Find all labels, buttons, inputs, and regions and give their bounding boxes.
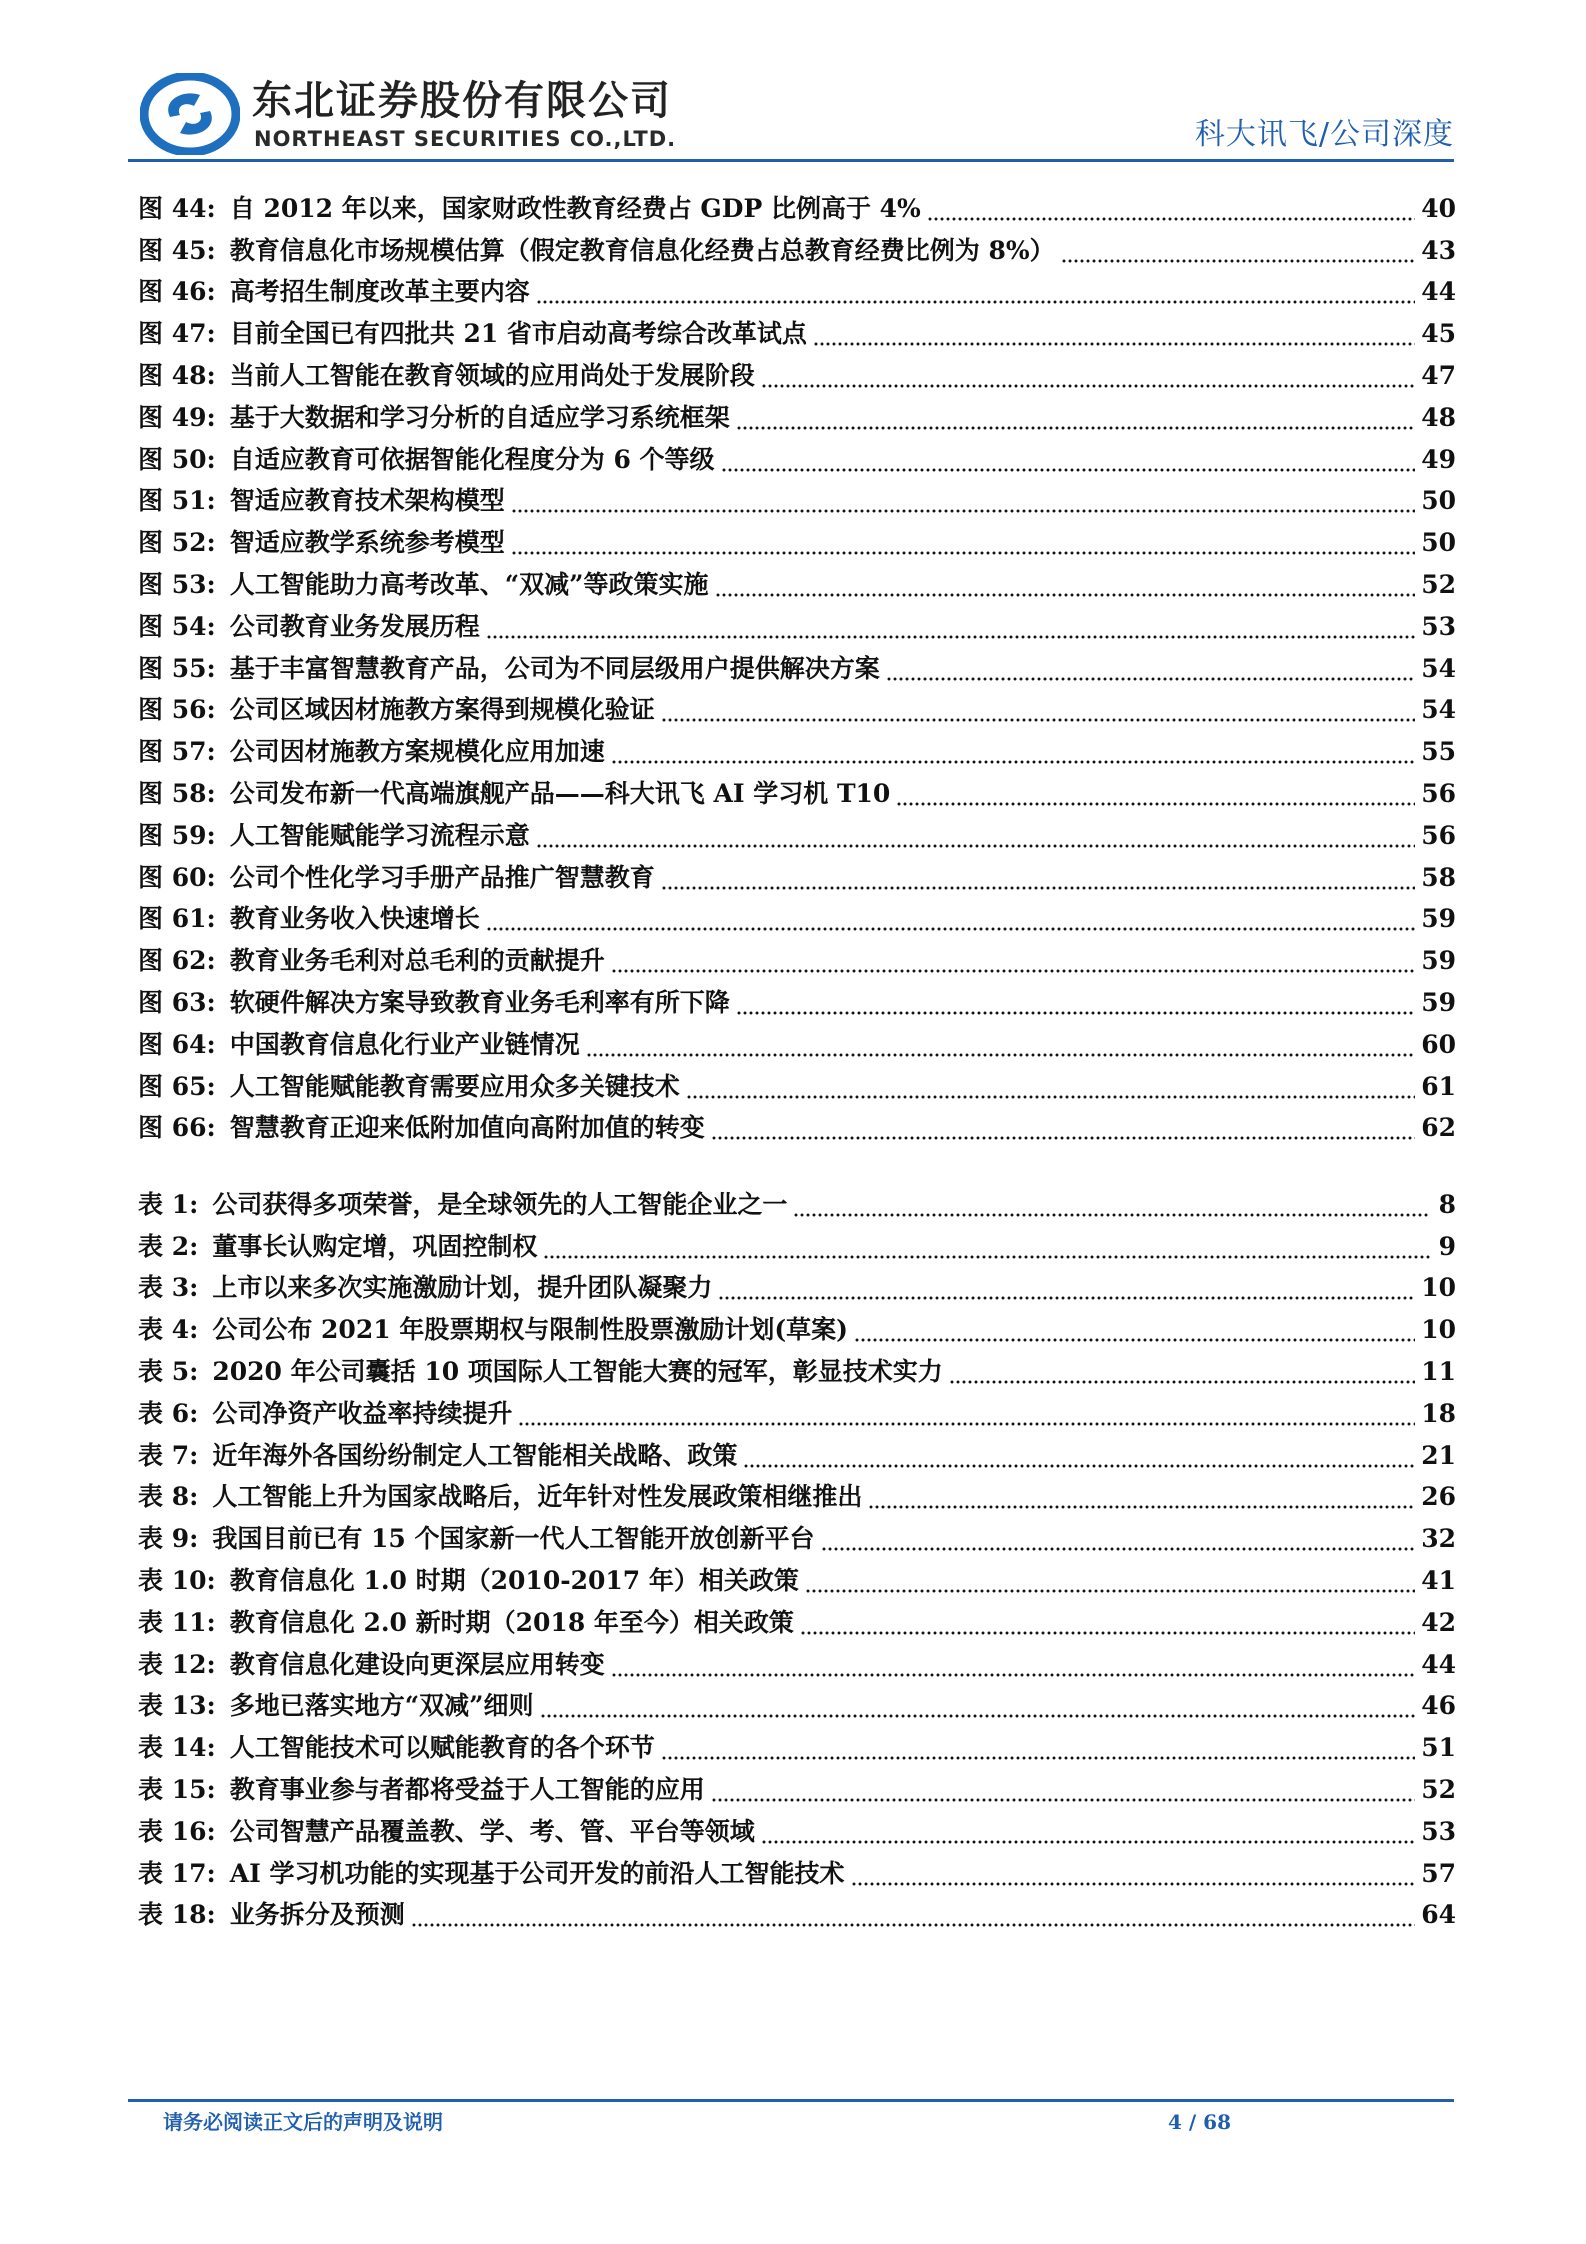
entry-title: 教育业务毛利对总毛利的贡献提升 [229,946,605,976]
entry-title: 智慧教育正迎来低附加值向高附加值的转变 [229,1113,705,1143]
entry-label: 表 9: [138,1524,199,1554]
entry-page-number: 9 [1438,1231,1456,1261]
table-entry[interactable] [138,1644,1456,1686]
entry-page-number: 41 [1421,1566,1456,1596]
table-entry[interactable] [138,1602,1456,1644]
entry-label: 图 52: [138,528,216,558]
entry-label: 表 4: [138,1315,199,1345]
figure-entry[interactable] [138,313,1456,355]
northeast-securities-logo-icon [140,73,240,155]
dot-leader [536,821,1415,851]
dot-leader [761,361,1415,391]
entry-label: 图 54: [138,611,216,641]
entry-page-number: 8 [1438,1189,1456,1219]
entry-label: 表 11: [138,1607,216,1637]
entry-label: 图 55: [138,653,216,683]
entry-label: 图 62: [138,946,216,976]
entry-title: 2020 年公司囊括 10 项国际人工智能大赛的冠军，彰显技术实力 [212,1357,943,1387]
entry-title: 智适应教育技术架构模型 [229,486,505,516]
dot-leader [927,194,1415,224]
dot-leader [1061,236,1416,266]
entry-page-number: 61 [1421,1071,1456,1101]
entry-title: 公司公布 2021 年股票期权与限制性股票激励计划(草案) [212,1315,848,1345]
figure-entry[interactable] [138,397,1456,439]
table-entry[interactable] [138,1560,1456,1602]
entry-label: 图 49: [138,402,216,432]
dot-leader [536,277,1415,307]
table-entry[interactable] [138,1184,1456,1226]
entry-label: 表 17: [138,1858,216,1888]
entry-page-number: 32 [1421,1524,1456,1554]
table-entry[interactable] [138,1686,1456,1728]
dot-leader [736,988,1415,1018]
entry-title: 智适应教学系统参考模型 [229,528,505,558]
table-entry[interactable] [138,1268,1456,1310]
entry-title: 人工智能助力高考改革、“双减”等政策实施 [229,570,709,600]
entry-title: 目前全国已有四批共 21 省市启动高考综合改革试点 [229,319,807,349]
brand-name-cn: 东北证券股份有限公司 [252,78,672,124]
entry-title: 教育信息化 2.0 新时期（2018 年至今）相关政策 [229,1607,794,1637]
figure-entry[interactable] [138,773,1456,815]
entry-title: 基于大数据和学习分析的自适应学习系统框架 [229,402,730,432]
entry-label: 图 48: [138,361,216,391]
entry-label: 表 12: [138,1649,216,1679]
brand-name-en: NORTHEAST SECURITIES CO.,LTD. [254,127,677,151]
entry-label: 表 3: [138,1273,199,1303]
figure-entry[interactable] [138,355,1456,397]
entry-page-number: 57 [1421,1858,1456,1888]
entry-page-number: 45 [1421,319,1456,349]
figure-index [138,188,1456,1149]
entry-page-number: 54 [1421,695,1456,725]
entry-title: 教育业务收入快速增长 [229,904,480,934]
entry-page-number: 54 [1421,653,1456,683]
figure-entry[interactable] [138,188,1456,230]
entry-label: 表 14: [138,1733,216,1763]
entry-label: 表 18: [138,1900,216,1930]
entry-title: 基于丰富智慧教育产品，公司为不同层级用户提供解决方案 [229,653,880,683]
figure-entry[interactable] [138,815,1456,857]
entry-page-number: 60 [1421,1029,1456,1059]
table-entry[interactable] [138,1727,1456,1769]
dot-leader [743,1441,1415,1471]
dot-leader [711,1775,1415,1805]
dot-leader [611,1650,1415,1680]
figure-entry[interactable] [138,982,1456,1024]
figure-entry[interactable] [138,648,1456,690]
dot-leader [715,570,1416,600]
entry-label: 图 60: [138,862,216,892]
entry-page-number: 21 [1421,1440,1456,1470]
dot-leader [486,612,1415,642]
entry-label: 图 44: [138,193,216,223]
entry-page-number: 44 [1421,277,1456,307]
entry-title: 业务拆分及预测 [229,1900,405,1930]
entry-label: 图 56: [138,695,216,725]
entry-title: 近年海外各国纷纷制定人工智能相关战略、政策 [212,1440,738,1470]
entry-label: 图 66: [138,1113,216,1143]
entry-label: 图 63: [138,988,216,1018]
table-entry[interactable] [138,1811,1456,1853]
dot-leader [511,528,1415,558]
entry-page-number: 26 [1421,1482,1456,1512]
dot-leader [661,863,1415,893]
entry-title: 教育信息化建设向更深层应用转变 [229,1649,605,1679]
dot-leader [868,1482,1415,1512]
entry-label: 表 8: [138,1482,199,1512]
entry-title: 自 2012 年以来，国家财政性教育经费占 GDP 比例高于 4% [229,193,921,223]
entry-title: 教育信息化 1.0 时期（2010-2017 年）相关政策 [229,1566,799,1596]
dot-leader [949,1357,1415,1387]
dot-leader [611,946,1415,976]
dot-leader [661,1733,1415,1763]
entry-page-number: 10 [1421,1315,1456,1345]
entry-label: 表 7: [138,1440,199,1470]
entry-page-number: 46 [1421,1691,1456,1721]
entry-title: 公司净资产收益率持续提升 [212,1398,513,1428]
entry-label: 图 58: [138,779,216,809]
dot-leader [805,1566,1415,1596]
entry-title: 公司获得多项荣誉，是全球领先的人工智能企业之一 [212,1189,788,1219]
table-entry[interactable] [138,1518,1456,1560]
entry-label: 图 57: [138,737,216,767]
entry-label: 图 45: [138,235,216,265]
entry-page-number: 51 [1421,1733,1456,1763]
entry-title: 自适应教育可依据智能化程度分为 6 个等级 [229,444,715,474]
dot-leader [611,737,1415,767]
dot-leader [736,403,1415,433]
table-entry[interactable] [138,1477,1456,1519]
entry-title: 人工智能赋能学习流程示意 [229,820,530,850]
entry-page-number: 43 [1421,235,1456,265]
entry-page-number: 50 [1421,486,1456,516]
entry-title: 人工智能上升为国家战略后，近年针对性发展政策相继推出 [212,1482,863,1512]
dot-leader [486,904,1415,934]
entry-page-number: 52 [1421,570,1456,600]
entry-title: 公司智慧产品覆盖教、学、考、管、平台等领域 [229,1816,755,1846]
entry-title: 上市以来多次实施激励计划，提升团队凝聚力 [212,1273,713,1303]
entry-label: 图 65: [138,1071,216,1101]
entry-title: 董事长认购定增，巩固控制权 [212,1231,538,1261]
entry-label: 图 59: [138,820,216,850]
entry-title: 中国教育信息化行业产业链情况 [229,1029,580,1059]
entry-page-number: 47 [1421,361,1456,391]
table-entry[interactable] [138,1895,1456,1937]
figure-entry[interactable] [138,1108,1456,1150]
entry-label: 图 61: [138,904,216,934]
figure-entry[interactable] [138,481,1456,523]
dot-leader [540,1691,1416,1721]
entry-label: 图 50: [138,444,216,474]
entry-title: 我国目前已有 15 个国家新一代人工智能开放创新平台 [212,1524,815,1554]
entry-page-number: 40 [1421,193,1456,223]
dot-leader [518,1399,1415,1429]
entry-title: AI 学习机功能的实现基于公司开发的前沿人工智能技术 [229,1858,845,1888]
entry-label: 图 53: [138,570,216,600]
figure-entry[interactable] [138,606,1456,648]
dot-leader [718,1273,1415,1303]
dot-leader [813,319,1415,349]
dot-leader [821,1524,1416,1554]
entry-page-number: 44 [1421,1649,1456,1679]
table-entry[interactable] [138,1769,1456,1811]
entry-title: 多地已落实地方“双减”细则 [229,1691,534,1721]
dot-leader [711,1113,1415,1143]
figure-entry[interactable] [138,272,1456,314]
entry-title: 人工智能赋能教育需要应用众多关键技术 [229,1071,680,1101]
entry-label: 表 1: [138,1189,199,1219]
table-entry[interactable] [138,1853,1456,1895]
entry-label: 表 13: [138,1691,216,1721]
entry-page-number: 56 [1421,820,1456,850]
entry-label: 图 51: [138,486,216,516]
table-entry[interactable] [138,1309,1456,1351]
entry-title: 公司因材施教方案规模化应用加速 [229,737,605,767]
entry-label: 表 6: [138,1398,199,1428]
dot-leader [511,486,1415,516]
entry-page-number: 56 [1421,779,1456,809]
entry-page-number: 18 [1421,1398,1456,1428]
entry-page-number: 50 [1421,528,1456,558]
figure-entry[interactable] [138,731,1456,773]
entry-label: 图 64: [138,1029,216,1059]
entry-page-number: 62 [1421,1113,1456,1143]
entry-label: 表 10: [138,1566,216,1596]
figure-entry[interactable] [138,899,1456,941]
entry-title: 软硬件解决方案导致教育业务毛利率有所下降 [229,988,730,1018]
entry-page-number: 48 [1421,402,1456,432]
table-entry[interactable] [138,1435,1456,1477]
dot-leader [661,695,1415,725]
page-indicator: 4 / 68 [1168,2110,1231,2134]
entry-title: 教育事业参与者都将受益于人工智能的应用 [229,1775,705,1805]
dot-leader [896,779,1415,809]
entry-label: 表 2: [138,1231,199,1261]
entry-title: 公司区域因材施教方案得到规模化验证 [229,695,655,725]
figure-entry[interactable] [138,857,1456,899]
entry-title: 公司教育业务发展历程 [229,611,480,641]
dot-leader [886,654,1415,684]
entry-title: 公司个性化学习手册产品推广智慧教育 [229,862,655,892]
figure-entry[interactable] [138,564,1456,606]
entry-title: 公司发布新一代高端旗舰产品——科大讯飞 AI 学习机 T10 [229,779,891,809]
entry-page-number: 10 [1421,1273,1456,1303]
entry-page-number: 53 [1421,611,1456,641]
entry-page-number: 42 [1421,1607,1456,1637]
entry-page-number: 64 [1421,1900,1456,1930]
entry-title: 教育信息化市场规模估算（假定教育信息化经费占总教育经费比例为 8%） [229,235,1055,265]
entry-title: 人工智能技术可以赋能教育的各个环节 [229,1733,655,1763]
dot-leader [586,1030,1415,1060]
dot-leader [411,1900,1415,1930]
figure-entry[interactable] [138,1066,1456,1108]
figure-entry[interactable] [138,439,1456,481]
header-divider [128,159,1454,162]
figure-entry[interactable] [138,940,1456,982]
dot-leader [800,1608,1415,1638]
entry-label: 图 46: [138,277,216,307]
dot-leader [793,1190,1430,1220]
entry-page-number: 55 [1421,737,1456,767]
table-index [138,1184,1456,1936]
figure-entry[interactable] [138,690,1456,732]
entry-label: 表 16: [138,1816,216,1846]
footer-divider [128,2099,1454,2102]
entry-page-number: 53 [1421,1816,1456,1846]
dot-leader [854,1315,1415,1345]
table-entry[interactable] [138,1351,1456,1393]
figure-entry[interactable] [138,522,1456,564]
entry-title: 高考招生制度改革主要内容 [229,277,530,307]
figure-entry[interactable] [138,230,1456,272]
entry-page-number: 49 [1421,444,1456,474]
page-header [0,0,1586,170]
dot-leader [721,445,1416,475]
entry-page-number: 59 [1421,988,1456,1018]
entry-page-number: 59 [1421,946,1456,976]
document-tag: 科大讯飞/公司深度 [1194,117,1454,152]
entry-page-number: 11 [1421,1357,1456,1387]
dot-leader [686,1072,1415,1102]
entry-title: 当前人工智能在教育领域的应用尚处于发展阶段 [229,361,755,391]
dot-leader [543,1232,1430,1262]
entry-page-number: 52 [1421,1775,1456,1805]
entry-label: 表 5: [138,1357,199,1387]
entry-label: 表 15: [138,1775,216,1805]
table-entry[interactable] [138,1226,1456,1268]
entry-label: 图 47: [138,319,216,349]
entry-page-number: 58 [1421,862,1456,892]
dot-leader [851,1859,1416,1889]
table-entry[interactable] [138,1393,1456,1435]
entry-page-number: 59 [1421,904,1456,934]
figure-entry[interactable] [138,1024,1456,1066]
dot-leader [761,1817,1415,1847]
disclaimer-note: 请务必阅读正文后的声明及说明 [163,2110,443,2134]
